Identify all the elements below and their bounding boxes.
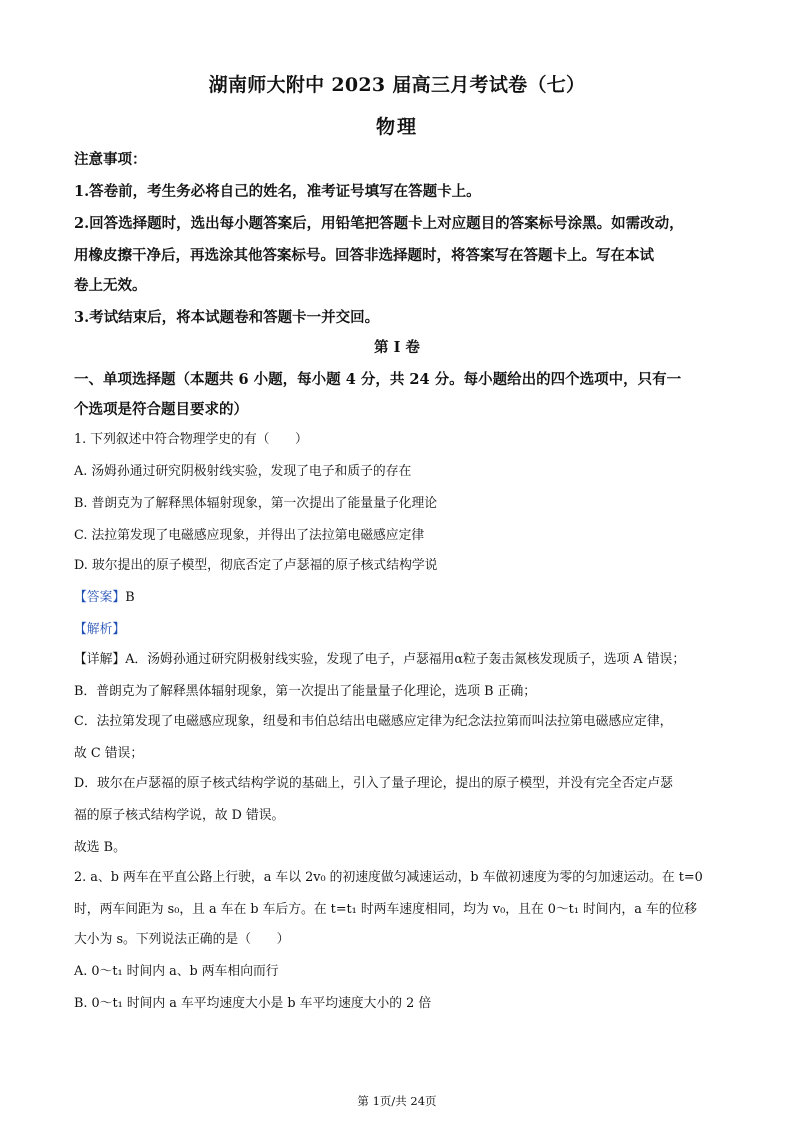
detail-a-text: A．汤姆孙通过研究阴极射线实验，发现了电子，卢瑟福用α粒子轰击氮核发现质子，选项 A 错误； (125, 652, 686, 667)
q1-analysis-line (74, 620, 724, 640)
exam-title: 湖南师大附中 2023 届高三月考试卷（七） (208, 74, 586, 96)
q1-conclusion: 故选 B。 (74, 840, 126, 855)
q1-option-a: A. 汤姆孙通过研究阴极射线实验，发现了电子和质子的存在 (74, 464, 412, 479)
notice-item-3: 3.考试结束后，将本试题卷和答题卡一并交回。 (74, 309, 380, 326)
q2-stem-line-3: 大小为 s。下列说法正确的是（ ） (74, 932, 290, 947)
answer-tag: 【答案】 (74, 590, 126, 605)
q1-detail-c: C．法拉第发现了电磁感应现象，纽曼和韦伯总结出电磁感应定律为纪念法拉第而叫法拉第电磁感应定律， (74, 714, 673, 729)
q2-stem-line-2: 时，两车间距为 s₀，且 a 车在 b 车后方。在 t=t₁ 时两车速度相同，均为 v₀，且在 0～t₁ 时间内，a 车的位移 (74, 902, 698, 917)
notice-item-2: 2.回答选择题时，选出每小题答案后，用铅笔把答题卡上对应题目的答案标号涂黑。如需改动， (74, 215, 684, 232)
q1-detail-d: D．玻尔在卢瑟福的原子核式结构学说的基础上，引入了量子理论，提出的原子模型，并没有完全否定卢瑟 (74, 776, 673, 791)
notice-heading: 注意事项： (74, 151, 147, 168)
answer-value: B (125, 590, 135, 605)
notice-item-2-end: 卷上无效。 (74, 277, 147, 294)
q1-option-c: C. 法拉第发现了电磁感应现象，并得出了法拉第电磁感应定律 (74, 528, 425, 543)
section-heading: 一、单项选择题（本题共 6 小题，每小题 4 分，共 24 分。每小题给出的四个选项中，只有一 (74, 371, 682, 388)
detail-tag: 【详解】 (74, 652, 126, 667)
q2-option-a: A. 0～t₁ 时间内 a、b 两车相向而行 (74, 964, 279, 979)
q2-stem-line-1: 2. a、b 两车在平直公路上行驶，a 车以 2v₀ 的初速度做匀减速运动，b 车做初速度为零的匀加速运动。在 t=0 (74, 870, 703, 885)
q1-answer-line (74, 588, 724, 608)
q1-detail-c-cont: 故 C 错误； (74, 746, 144, 761)
q1-detail-b: B．普朗克为了解释黑体辐射现象，第一次提出了能量量子化理论，选项 B 正确； (74, 684, 537, 699)
q1-stem: 1. 下列叙述中符合物理学史的有（ ） (74, 432, 308, 447)
q1-option-b: B. 普朗克为了解释黑体辐射现象，第一次提出了能量量子化理论 (74, 496, 438, 511)
q1-detail-d-cont: 福的原子核式结构学说，故 D 错误。 (74, 808, 285, 823)
q1-detail-a (74, 650, 724, 670)
analysis-tag: 【解析】 (74, 622, 126, 637)
volume-heading: 第 I 卷 (374, 339, 420, 356)
subject-title: 物理 (375, 116, 418, 138)
section-heading-cont: 个选项是符合题目要求的） (74, 401, 248, 418)
notice-item-1: 1.答卷前，考生务必将自己的姓名，准考证号填写在答题卡上。 (74, 183, 481, 200)
page-footer: 第 1页/共 24页 (357, 1094, 437, 1108)
q2-option-b: B. 0～t₁ 时间内 a 车平均速度大小是 b 车平均速度大小的 2 倍 (74, 996, 432, 1011)
q1-option-d: D. 玻尔提出的原子模型，彻底否定了卢瑟福的原子核式结构学说 (74, 558, 438, 573)
notice-item-2-cont: 用橡皮擦干净后，再选涂其他答案标号。回答非选择题时，将答案写在答题卡上。写在本试 (74, 247, 654, 264)
